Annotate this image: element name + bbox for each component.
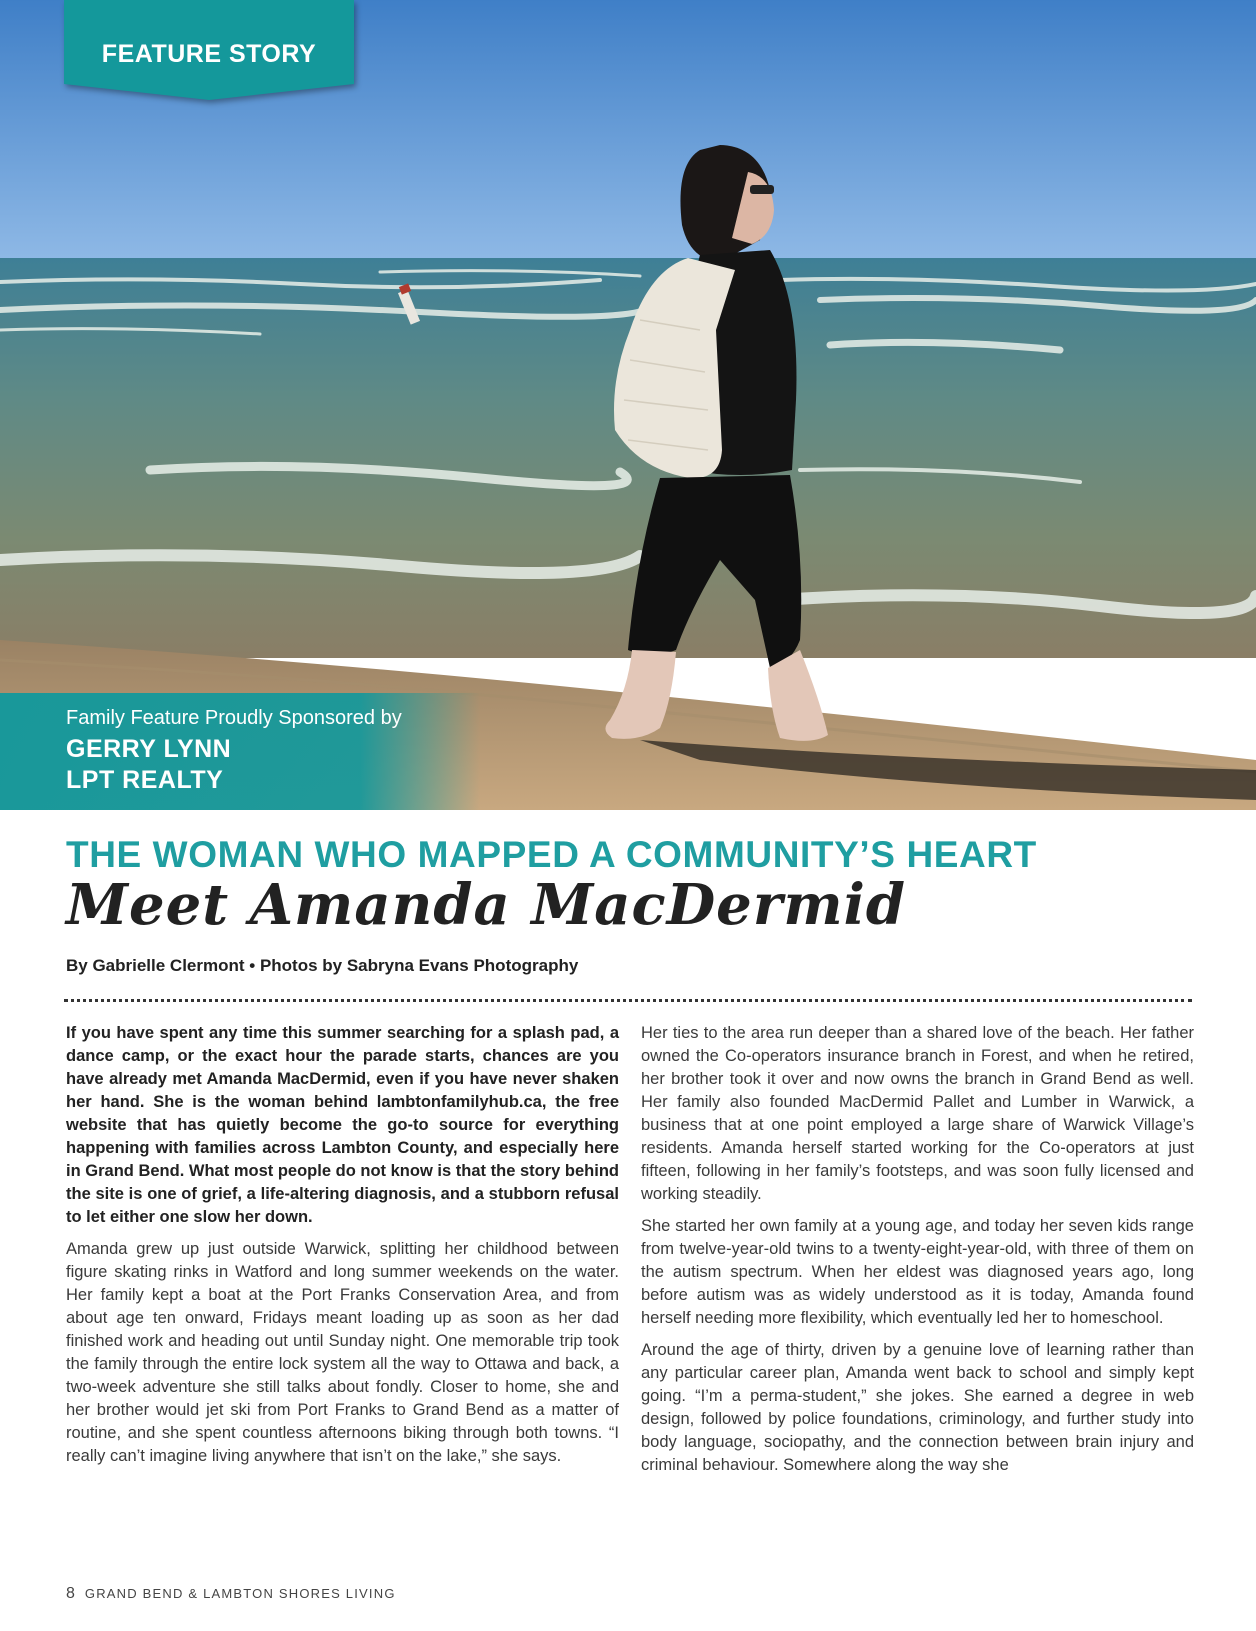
article-title: Meet Amanda MacDermid [66,872,906,938]
body-paragraph: She started her own family at a young age, and today her seven kids range from twelve-year-old twins to a twenty-eight-year-old, with three of them on the autism spectrum. When her eldest was diagnosed years ago, long before autism was as widely understood as it is today, Amanda found herself needing more flexibility, which eventually led her to homeschool. [641,1217,1194,1327]
feature-story-label: FEATURE STORY [101,40,317,68]
hero-photo [0,0,1256,810]
body-paragraph: Amanda grew up just outside Warwick, splitting her childhood between figure skating rinks in Watford and long summer weekends on the water. Her family kept a boat at the Port Franks Conservation Area, and from about age ten onward, Fridays meant loading up as soon as her dad finished work and heading out until Sunday night. One memorable trip took the family through the entire lock system all the way to Ottawa and back, a two-week adventure she still talks about fondly. Closer to home, she and her brother would jet ski from Port Franks to Grand Bend as a matter of routine, and she spent countless afternoons biking through both towns. “I really can’t imagine living anywhere that isn’t on the lake,” she says. [66,1240,619,1465]
page-footer [66,1585,396,1603]
page-number: 8 [66,1585,75,1602]
left-column [66,1022,619,1477]
dotted-divider [64,999,1192,1002]
sponsor-strip [0,693,480,810]
intro-paragraph: If you have spent any time this summer searching for a splash pad, a dance camp, or the exact hour the parade starts, chances are you have already met Amanda MacDermid, even if you have never shaken her hand. She is the woman behind lambtonfamilyhub.ca, the free website that has quietly become the go-to source for everything happening with families across Lambton County, and especially here in Grand Bend. What most people do not know is that the story behind the site is one of grief, a life-altering diagnosis, and a stubborn refusal to let either one slow her down. [66,1024,619,1226]
body-paragraph: Around the age of thirty, driven by a genuine love of learning rather than any particular career plan, Amanda went back to school and simply kept going. “I’m a perma-student,” she jokes. She earned a degree in web design, followed by police foundations, criminology, and further study into body language, sociopathy, and the connection between brain injury and criminal behaviour. Somewhere along the way she [641,1341,1194,1474]
right-column [641,1022,1194,1486]
publication-name: GRAND BEND & LAMBTON SHORES LIVING [84,1586,396,1601]
sponsor-name-line2: LPT REALTY [66,766,224,794]
sponsor-line: Family Feature Proudly Sponsored by [66,707,402,729]
body-paragraph: Her ties to the area run deeper than a shared love of the beach. Her father owned the Co-operators insurance branch in Forest, and when he retired, her brother took it over and now owns the branch in Grand Bend as well. Her family also founded MacDermid Pallet and Lumber in Warwick, a business that at one point employed a large share of Warwick Village’s residents. Amanda herself started working for the Co-operators at just fifteen, following in her family’s footsteps, and was soon fully licensed and working steadily. [641,1024,1194,1203]
article-byline: By Gabrielle Clermont • Photos by Sabryna Evans Photography [66,956,579,975]
sponsor-name-line1: GERRY LYNN [66,735,232,763]
beach-scene-image [0,0,1256,810]
article-headline: THE WOMAN WHO MAPPED A COMMUNITY’S HEART [66,834,1037,875]
